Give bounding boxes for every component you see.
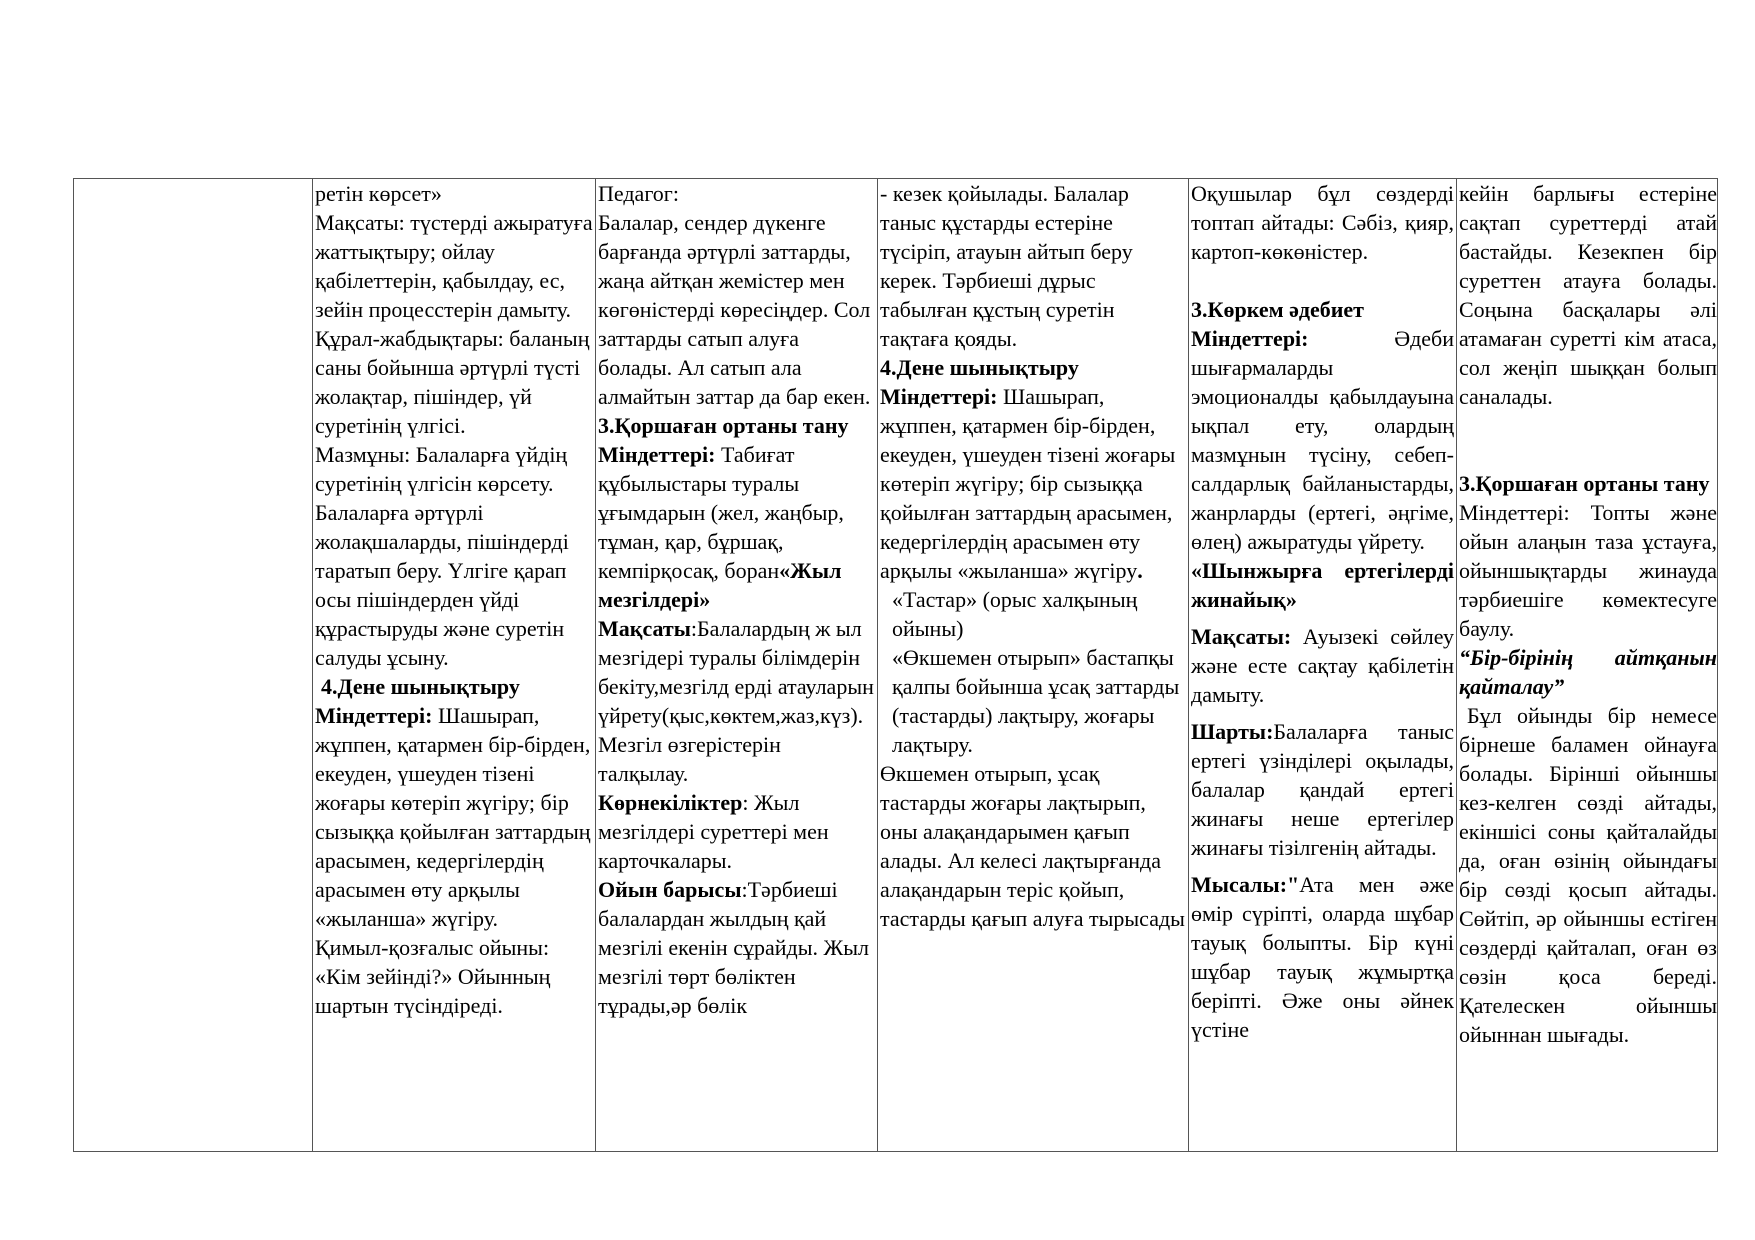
cell-text: Өкшемен отырып, ұсақ тастарды жоғары лақтырып, оны алақандарымен қағып алады. Ал келесі лақтырғанда алақандарын теріс қойып, тастарды қағып алуға тырысады [880,761,1185,931]
section-heading: 4.Дене шынықтыру [880,355,1079,380]
text: Балаларға таныс ертегі үзінділері оқылады, балалар қандай ертегі жинағы неше ертегілер жинағы тізілгенің айтады. [1191,719,1454,860]
cell-text: Оқушылар бұл сөздерді топтап айтады: Сәбіз, қияр, картоп-көкөністер. [1191,181,1454,264]
cell-text: Бұл ойынды бір немесе бірнеше баламен ойнауға болады. Бірінші ойыншы кез-келген сөзді айтады, екіншісі соны қайталайды да, оған өзінің ойындағы бір сөзді қосып айтады. Сөйтіп, әр ойыншы естіген сөздерді қайталап, оған өз сөзін қоса береді. Қателескен ойыншы ойыннан шығады. [1459,703,1717,1047]
cell-text: - кезек қойылады. Балалар таныс құстарды естеріне түсіріп, атауын айтып беру керек. Тәрбиеші дұрыс табылған құстың суретін тақтаға қояды. [880,181,1133,351]
cell-text: Педагог: [598,181,679,206]
cell-text: Құрал-жабдықтары: баланың саны бойынша әртүрлі түсті жолақтар, пішіндер, үй суретінің үлгісі. [315,326,590,438]
cell-text: ретін көрсет» [315,181,442,206]
text: :Тәрбиеші балалардан жылдың қай мезгілі екенін сұрайды. Жыл мезгілі төрт бөліктен тұрады,әр бөлік [598,877,869,1018]
spacer [1191,266,1454,295]
section-heading: 3.Қоршаған ортаны тану [598,413,849,438]
label: Мысалы:" [1191,872,1300,897]
section-heading: 3.Қоршаған ортаны тану [1459,471,1710,496]
cell-text [598,875,875,1020]
text: Шашырап, жұппен, қатармен бір-бірден, екеуден, үшеуден тізені жоғары көтеріп жүгіру; бір сызыққа қойылған заттардың арасымен, кедергілердің арасымен өту арқылы «жыланша» жүгіру. [315,703,591,931]
label: Мақсаты [598,616,691,641]
cell-text [315,701,593,933]
cell-text [1191,324,1454,556]
text: Ауызекі сөйлеу және есте сақтау қабілетін дамыту. [1191,624,1454,707]
cell-text [1191,622,1454,709]
spacer [1459,440,1717,469]
label: Міндеттері: [598,442,716,467]
cell-text: «Тастар» (орыс халқының ойыны) [892,587,1138,641]
cell-text [598,440,875,614]
cell-text [1191,717,1454,862]
text: . [1137,558,1143,583]
table-cell-col3 [595,179,877,1151]
cell-text [880,382,1186,585]
table-cell-empty [74,179,312,1151]
text: Табиғат құбылыстары туралы ұғымдарын (жел, жаңбыр, тұман, қар, бұршақ, кемпірқосақ, боран [598,442,844,583]
text: : Жыл мезгілдері суреттері мен карточкалары. [598,790,829,873]
cell-text: Мазмұны: Балаларға үйдің суретінің үлгісін көрсету. Балаларға әртүрлі жолақшаларды, пішіндерді таратып беру. Үлгіге қарап осы пішіндерден үйді құрастыруды және суретін салуды ұсыну. [315,442,569,670]
text: Шашырап, жұппен, қатармен бір-бірден, екеуден, үшеуден тізені жоғары көтеріп жүгіру; бір сызыққа қойылған заттардың арасымен, кедергілердің арасымен өту арқылы «жыланша» жүгіру [880,384,1176,583]
cell-text [1191,870,1454,1044]
cell-text [598,614,875,788]
label: Шарты: [1191,719,1274,744]
text: Ата мен әже өмір сүріпті, оларда шұбар тауық болыпты. Бір күні шұбар тауық жұмыртқа беріпті. Әже оны әйнек үстіне [1191,872,1454,1042]
game-title: «Жыл мезгілдері» [598,558,842,612]
text: :Балалардың ж ыл мезгідері туралы білімдерін бекіту,мезгілд ерді атауларын үйрету(қыс,көктем,жаз,күз). Мезгіл өзгерістерін талқылау. [598,616,874,786]
cell-text: Мақсаты: түстерді ажыратуға жаттықтыру; ойлау қабілеттерін, қабылдау, ес, зейін процесстерін дамыту. [315,210,593,322]
cell-text [598,788,875,875]
table-cell-col5 [1188,179,1456,1151]
plan-table [73,178,1718,1152]
label: Міндеттері: [1191,326,1309,351]
text: Әдеби шығармаларды эмоционалды қабылдауына ықпал ету, олардың мазмұнын түсіну, себеп-салдарлық байланыстарды, жанрларды (ертегі, әңгіме, өлең) ажыратуды үйрету. [1191,326,1454,554]
spacer [1459,411,1717,440]
table-cell-col4 [877,179,1188,1151]
label: Міндеттері: [315,703,433,728]
label: Мақсаты: [1191,624,1292,649]
cell-text: кейін барлығы естеріне сақтап суреттерді атай бастайды. Кезекпен бір суреттен атауға болады. Соңына басқалары әлі атамаған суретті кім атаса, сол жеңіп шыққан болып саналады. [1459,181,1717,409]
game-title: “Бір-бірінің айтқанын қайталау” [1459,645,1717,699]
section-heading: 3.Көркем әдебиет [1191,297,1364,322]
section-heading: 4.Дене шынықтыру [321,674,520,699]
cell-text: Міндеттері: Топты және ойын алаңын таза ұстауға, ойыншықтарды жинауда тәрбиешіге көмектесуге баулу. [1459,500,1717,641]
cell-text: Қимыл-қозғалыс ойыны: «Кім зейінді?» Ойынның шартын түсіндіреді. [315,935,551,1018]
table-cell-col2 [312,179,595,1151]
label: Міндеттері: [880,384,998,409]
label: Ойын барысы [598,877,742,902]
game-title: «Шынжырға ертегілерді жинайық» [1191,558,1454,612]
cell-text: «Өкшемен отырып» бастапқы қалпы бойынша ұсақ заттарды (тастарды) лақтыру, жоғары лақтыру. [892,645,1180,757]
cell-text: Балалар, сендер дүкенге барғанда әртүрлі заттарды, жаңа айтқан жемістер мен көгөністерді көресіңдер. Сол заттарды сатып алуға болады. Ал сатып ала алмайтын заттар да бар екен. [598,210,871,409]
table-cell-col6 [1456,179,1719,1151]
label: Көрнекіліктер [598,790,743,815]
